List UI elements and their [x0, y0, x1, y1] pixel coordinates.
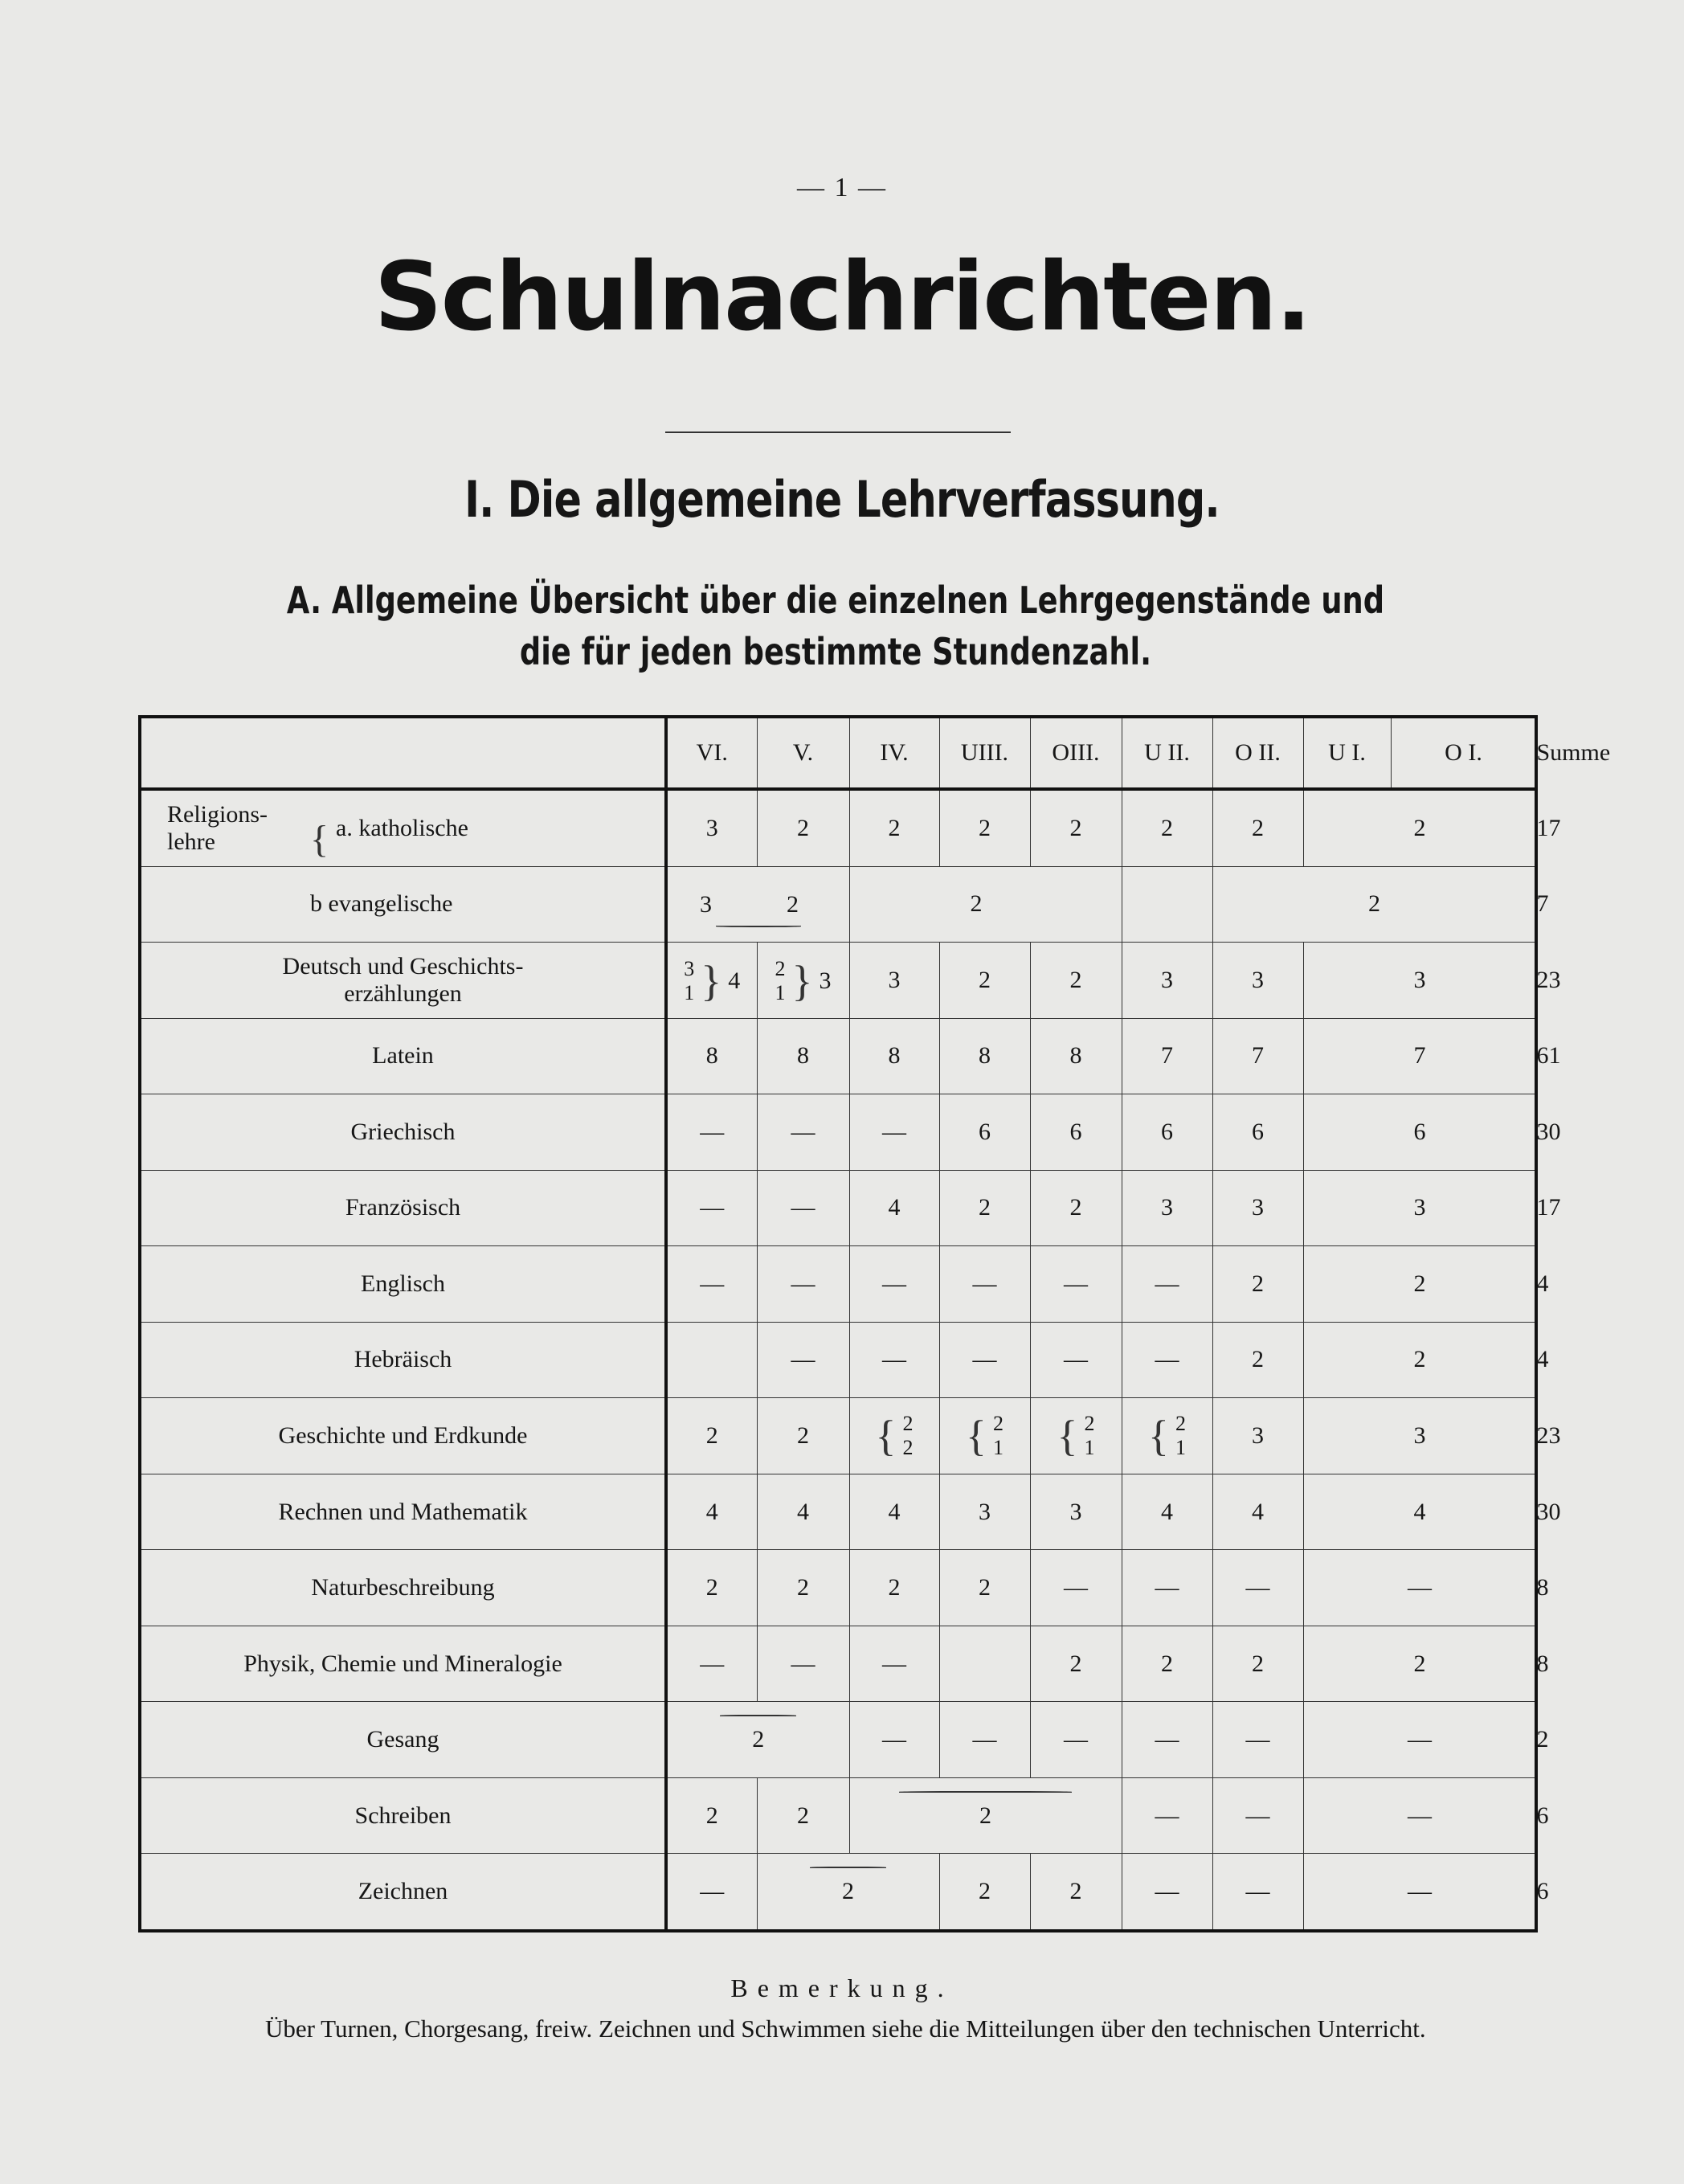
table-cell: 2	[1303, 1322, 1536, 1398]
header-cell: U II.	[1122, 717, 1212, 789]
table-row: Zeichnen — 2 2 2 — — — 6	[140, 1854, 1536, 1931]
subsection-title	[276, 575, 1395, 677]
table-row: Latein 8 8 8 8 8 7 7 7 61	[140, 1018, 1536, 1094]
row-label: Physik, Chemie und Mineralogie	[140, 1626, 666, 1702]
table-cell: 2	[939, 943, 1030, 1019]
table-cell	[939, 1626, 1030, 1702]
religion-label-cell	[140, 866, 666, 943]
table-cell: 3	[1030, 1474, 1122, 1550]
table-cell: 4	[666, 1474, 757, 1550]
table-cell: 3	[1303, 943, 1536, 1019]
table-cell: 8	[757, 1018, 849, 1094]
header-cell: U I.	[1303, 717, 1391, 789]
table-cell: 4	[849, 1170, 939, 1246]
religion-group-label: Religions- lehre	[167, 800, 268, 855]
table-cell: 2	[939, 789, 1030, 866]
table-cell: 2	[939, 1854, 1030, 1931]
row-label: Schreiben	[140, 1777, 666, 1854]
table-cell: —	[1122, 1854, 1212, 1931]
table-row: Französisch — — 4 2 2 3 3 3 17	[140, 1170, 1536, 1246]
table-row: Griechisch — — — 6 6 6 6 6 30	[140, 1094, 1536, 1171]
brace-icon: {	[1148, 1412, 1169, 1461]
table-cell: 8	[939, 1018, 1030, 1094]
table-cell: 3	[1212, 1398, 1303, 1474]
split-value: { 2 1	[1057, 1412, 1095, 1461]
header-cell: VI.	[666, 717, 757, 789]
table-cell: 6	[939, 1094, 1030, 1171]
table-row: Gesang 2 — — — — — — 2	[140, 1702, 1536, 1778]
row-label: Naturbeschreibung	[140, 1550, 666, 1626]
table-row: Physik, Chemie und Mineralogie — — — 2 2 2 2 8	[140, 1626, 1536, 1702]
table-cell: 2	[1030, 1170, 1122, 1246]
table-cell: 2	[939, 1170, 1030, 1246]
table-cell: 2	[666, 1550, 757, 1626]
header-cell: O I.	[1391, 717, 1536, 789]
table-cell: 4	[1122, 1474, 1212, 1550]
table-cell: 2	[849, 1550, 939, 1626]
table-cell: —	[1303, 1777, 1536, 1854]
remark-text: Über Turnen, Chorgesang, freiw. Zeichnen und Schwimmen siehe die Mitteilungen über den technischen Unterricht.	[265, 2014, 1426, 2043]
lesson-hours-table	[138, 715, 1611, 1932]
table-cell: 6	[1303, 1094, 1536, 1171]
table-cell	[666, 943, 757, 1019]
table-cell: 7	[1303, 1018, 1536, 1094]
table-cell: —	[1212, 1550, 1303, 1626]
table-cell: 2	[849, 789, 939, 866]
table-cell: 2	[757, 1550, 849, 1626]
table-cell: —	[1122, 1246, 1212, 1323]
table-row: Religions- lehre { a. katholische 3 2 2 2 2 2 2 2 17	[140, 789, 1536, 866]
remark-heading: Bemerkung.	[730, 1973, 954, 2002]
row-label: Latein	[140, 1018, 666, 1094]
header-label-cell	[140, 717, 666, 789]
table-cell: 4	[757, 1474, 849, 1550]
table-row: Rechnen und Mathematik 4 4 4 3 3 4 4 4 30	[140, 1474, 1536, 1550]
row-label: Hebräisch	[140, 1322, 666, 1398]
table-cell: 3	[1122, 943, 1212, 1019]
table-cell: —	[1212, 1777, 1303, 1854]
table-cell: 2	[757, 1777, 849, 1854]
row-label: Zeichnen	[140, 1854, 666, 1931]
table-cell: —	[849, 1702, 939, 1778]
cell-value: 2	[787, 890, 799, 918]
split-value: 3 1 } 4	[684, 957, 741, 1006]
page-number: — 1 —	[797, 173, 887, 202]
table-cell	[1030, 1398, 1122, 1474]
brace-icon: {	[875, 1412, 897, 1461]
table-cell: 6	[1030, 1094, 1122, 1171]
table-cell: 2	[1122, 1626, 1212, 1702]
table-cell	[849, 1777, 1122, 1854]
table-cell: —	[666, 1170, 757, 1246]
split-value: { 2 1	[966, 1412, 1003, 1461]
row-label: Englisch	[140, 1246, 666, 1323]
table-cell: —	[1030, 1322, 1122, 1398]
table-cell: 2	[1030, 789, 1122, 866]
header-cell: V.	[757, 717, 849, 789]
brace-icon: {	[310, 817, 329, 861]
table-cell: 6	[1122, 1094, 1212, 1171]
header-cell: O II.	[1212, 717, 1303, 789]
row-label: Geschichte und Erdkunde	[140, 1398, 666, 1474]
table-cell: 8	[666, 1018, 757, 1094]
table-cell: —	[757, 1626, 849, 1702]
table-cell: —	[1030, 1246, 1122, 1323]
brace-icon: {	[1057, 1412, 1078, 1461]
table-cell: 2	[1212, 1322, 1303, 1398]
brace-icon: }	[701, 957, 722, 1006]
table-cell: 7	[1122, 1018, 1212, 1094]
split-value: { 2 2	[875, 1412, 914, 1461]
brace-icon	[716, 926, 801, 927]
title-rule	[665, 431, 1011, 433]
table-cell: 2	[666, 1398, 757, 1474]
table-cell: 4	[1212, 1474, 1303, 1550]
table-cell: 2	[1303, 1626, 1536, 1702]
table-cell	[757, 943, 849, 1019]
table-cell: —	[1212, 1854, 1303, 1931]
table-cell: 3	[1122, 1170, 1212, 1246]
table-row: Englisch — — — — — — 2 2 4	[140, 1246, 1536, 1323]
row-label: Deutsch und Geschichts- erzählungen	[140, 943, 666, 1019]
table-cell: —	[1303, 1702, 1536, 1778]
table-cell: —	[939, 1702, 1030, 1778]
religion-kind-label: b evangelische	[310, 890, 453, 918]
table-cell: 2	[939, 1550, 1030, 1626]
header-cell: OIII.	[1030, 717, 1122, 789]
table-cell: —	[666, 1246, 757, 1323]
combined-value: 2	[752, 1726, 765, 1753]
section-title: I. Die allgemeine Lehrverfassung.	[464, 470, 1220, 529]
table-cell: —	[939, 1246, 1030, 1323]
table-header-row: VI. V. IV. UIII. OIII. U II. O II. U I. O I. Summe	[140, 717, 1536, 789]
table-cell: —	[849, 1094, 939, 1171]
table-cell: —	[849, 1626, 939, 1702]
table-cell: 3	[1303, 1170, 1536, 1246]
table-cell: 2	[1122, 789, 1212, 866]
table-cell: —	[1030, 1702, 1122, 1778]
table-cell	[666, 1702, 849, 1778]
table-cell: 2	[1212, 866, 1536, 943]
brace-icon: }	[791, 957, 813, 1006]
table-cell: 4	[849, 1474, 939, 1550]
cell-value: 3	[700, 890, 712, 918]
brace-icon: {	[966, 1412, 987, 1461]
split-value: { 2 1	[1148, 1412, 1186, 1461]
header-cell: IV.	[849, 717, 939, 789]
header-cell: UIII.	[939, 717, 1030, 789]
table-cell: 2	[757, 789, 849, 866]
combined-value: 2	[931, 1802, 1040, 1830]
table-cell: 2	[666, 1777, 757, 1854]
table-cell: 3	[1303, 1398, 1536, 1474]
table-row: Geschichte und Erdkunde 2 2 { 2 2 { 2 1 { 2 1 { 2 1 3 3 23	[140, 1398, 1536, 1474]
table-cell	[1122, 1398, 1212, 1474]
table-cell	[849, 1398, 939, 1474]
table-cell: —	[1212, 1702, 1303, 1778]
table-cell	[666, 1322, 757, 1398]
table-cell: —	[666, 1854, 757, 1931]
table-cell: —	[849, 1322, 939, 1398]
table-row: Naturbeschreibung 2 2 2 2 — — — — 8	[140, 1550, 1536, 1626]
table-cell: 2	[1030, 1626, 1122, 1702]
table-cell: —	[1303, 1550, 1536, 1626]
table-cell: 3	[849, 943, 939, 1019]
table-cell	[757, 1854, 939, 1931]
subsection-marker: A.	[286, 579, 322, 622]
table-cell: 7	[1212, 1018, 1303, 1094]
table-cell: 2	[1303, 789, 1536, 866]
table-cell: 2	[1030, 943, 1122, 1019]
table-cell: —	[666, 1626, 757, 1702]
table-cell: —	[1122, 1777, 1212, 1854]
subsection-text: Allgemeine Übersicht über die einzelnen Lehrgegenstände und die für jeden bestimmte Stundenzahl.	[331, 579, 1385, 673]
table-cell: —	[1122, 1322, 1212, 1398]
table-cell: 3	[1212, 943, 1303, 1019]
table-cell: —	[666, 1094, 757, 1171]
split-value: 2 1 } 3	[775, 957, 832, 1006]
table-cell: —	[757, 1322, 849, 1398]
religion-label-cell	[140, 789, 666, 866]
table-cell: 2	[849, 866, 1122, 943]
table-cell: 2	[1303, 1246, 1536, 1323]
table-row: Deutsch und Geschichts- erzählungen 3 1 } 4 2 1 } 3 3 2 2 3 3 3 23	[140, 943, 1536, 1019]
row-label: Französisch	[140, 1170, 666, 1246]
row-label: Griechisch	[140, 1094, 666, 1171]
table-cell: —	[757, 1246, 849, 1323]
table-cell: —	[757, 1094, 849, 1171]
table-cell: —	[1122, 1702, 1212, 1778]
table-cell	[939, 1398, 1030, 1474]
table-cell: 2	[1030, 1854, 1122, 1931]
table-cell	[666, 866, 849, 943]
row-label: Rechnen und Mathematik	[140, 1474, 666, 1550]
table-cell: 3	[666, 789, 757, 866]
row-label: Gesang	[140, 1702, 666, 1778]
table-row: b evangelische 3 2 2 2 7	[140, 866, 1536, 943]
table-cell: —	[849, 1246, 939, 1323]
table-row: Hebräisch — — — — — 2 2 4	[140, 1322, 1536, 1398]
table-cell: 6	[1212, 1094, 1303, 1171]
religion-kind-label: { a. katholische	[310, 814, 468, 861]
table-cell: 2	[1212, 1626, 1303, 1702]
table-cell: —	[939, 1322, 1030, 1398]
combined-value: 2	[842, 1878, 854, 1905]
table-cell: 3	[1212, 1170, 1303, 1246]
table-cell: —	[1303, 1854, 1536, 1931]
table-cell: —	[757, 1170, 849, 1246]
table-cell: 4	[1303, 1474, 1536, 1550]
table-cell: 2	[1212, 1246, 1303, 1323]
main-title: Schulnachrichten.	[374, 241, 1310, 352]
table-cell	[1122, 866, 1212, 943]
table-cell: 3	[939, 1474, 1030, 1550]
table-cell: 2	[757, 1398, 849, 1474]
table-row: Schreiben 2 2 2 — — — 6	[140, 1777, 1536, 1854]
table-cell: 8	[1030, 1018, 1122, 1094]
table-cell: 8	[849, 1018, 939, 1094]
table-cell: 2	[1212, 789, 1303, 866]
table-cell: —	[1030, 1550, 1122, 1626]
table-cell: —	[1122, 1550, 1212, 1626]
